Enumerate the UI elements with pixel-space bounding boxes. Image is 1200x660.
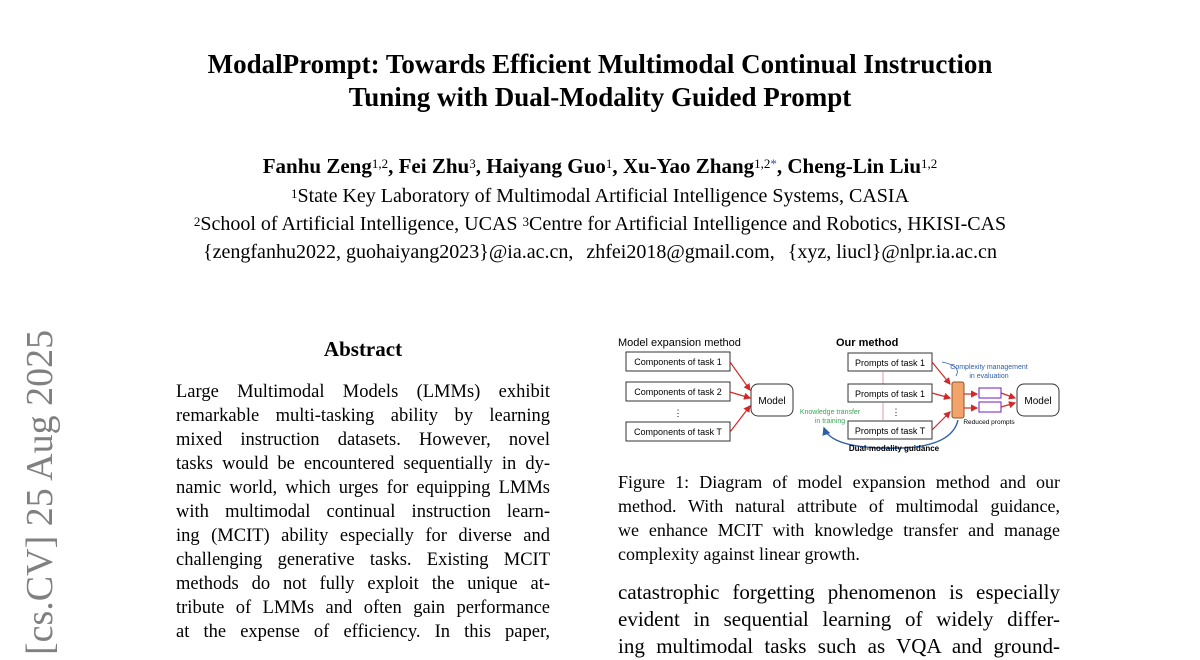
arrow-red xyxy=(730,392,750,398)
prompt-fusion-block xyxy=(952,382,964,418)
author-name: Fei Zhu xyxy=(398,154,470,178)
author-affil-sup: 3 xyxy=(469,156,476,171)
svg-text:Model: Model xyxy=(758,396,786,407)
email: {xyz, liucl}@nlpr.ia.ac.cn xyxy=(787,241,997,263)
svg-text:Components of task 2: Components of task 2 xyxy=(634,387,722,397)
abstract-line: remarkable multi-tasking ability by learning xyxy=(176,406,550,426)
author-list: Fanhu Zeng$^{1,2}$, Fei Zhu$^3$, Haiyang Guo$^1$, Xu-Yao Zhang$^{1,2*}$, Cheng-Lin Liu$^{1,2}$ xyxy=(262,154,938,178)
prompt-box-1 xyxy=(848,353,932,371)
author-affil-sup: 1 xyxy=(605,156,613,171)
reduced-prompt-box xyxy=(979,388,1001,398)
svg-text:Model: Model xyxy=(1024,396,1052,407)
complexity-label: Complexity management xyxy=(950,364,1028,371)
abstract-line: ing (MCIT) ability especially for diverse and xyxy=(176,526,550,546)
affiliation-1: $^1$State Key Laboratory of Multimodal Artificial Intelligence Systems, CASIA xyxy=(290,185,910,207)
abstract-line: challenging generative tasks. Existing MCIT xyxy=(176,550,550,570)
complexity-label-2: in evaluation xyxy=(969,373,1009,380)
author-affil-sup: 1,2 xyxy=(371,156,389,171)
arrow-red xyxy=(932,362,950,384)
reduced-prompts-label: Reduced prompts xyxy=(963,419,1015,426)
svg-text:Prompts of task T: Prompts of task T xyxy=(854,426,926,436)
caption-line: method. With natural attribute of multimodal guidance, xyxy=(618,496,1060,516)
component-box-1 xyxy=(626,352,730,371)
arrow-red xyxy=(730,362,750,390)
abstract-line: mixed instruction datasets. However, novel xyxy=(176,430,550,450)
left-panel-title: Model expansion method xyxy=(618,337,741,349)
component-box-2 xyxy=(626,382,730,401)
email: {zengfanhu2022, guohaiyang2023}@ia.ac.cn, xyxy=(203,241,574,263)
arrow-red xyxy=(932,412,950,430)
prompt-box-2 xyxy=(848,384,932,402)
abstract-line: Large Multimodal Models (LMMs) exhibit xyxy=(176,382,550,402)
reduced-prompt-box xyxy=(979,402,1001,412)
ellipsis: ⋮ xyxy=(673,408,683,418)
title-line-1: ModalPrompt: Towards Efficient Multimodal Continual Instruction xyxy=(207,49,993,79)
abstract-line: tribute of LMMs and often gain performance xyxy=(176,598,550,618)
figure-1-diagram xyxy=(612,332,1068,456)
model-box-right xyxy=(1017,384,1059,416)
svg-text:Components of task T: Components of task T xyxy=(634,427,722,437)
author-emails xyxy=(0,238,1200,266)
author-name: Xu-Yao Zhang xyxy=(622,154,755,178)
abstract-line: at the expense of efficiency. In this paper, xyxy=(176,622,550,642)
abstract-line: methods do not fully exploit the unique at- xyxy=(176,574,550,594)
author-affil-sup: 1,2* xyxy=(754,156,777,171)
caption-line: we enhance MCIT with knowledge transfer and manage xyxy=(618,520,1060,540)
body-line: ing multimodal tasks such as VQA and ground- xyxy=(618,634,1060,658)
arxiv-stamp: [cs.CV] 25 Aug 2025 xyxy=(19,329,61,655)
arrow-red xyxy=(1001,403,1015,407)
caption-line: Figure 1: Diagram of model expansion method and our xyxy=(618,472,1060,492)
knowledge-transfer-label-2: in training xyxy=(814,418,846,425)
author-name: Haiyang Guo xyxy=(486,154,606,178)
title-line-2: Tuning with Dual-Modality Guided Prompt xyxy=(348,82,852,112)
svg-text:Components of task 1: Components of task 1 xyxy=(634,357,722,367)
abstract-line: tasks would be encountered sequentially in dy- xyxy=(176,454,550,474)
knowledge-transfer-label: Knowledge transfer xyxy=(799,409,861,416)
email: zhfei2018@gmail.com, xyxy=(586,241,775,263)
abstract-line: namic world, which urges for equipping LMMs xyxy=(176,478,550,498)
model-box-left xyxy=(751,384,793,416)
svg-text:Prompts of task 1: Prompts of task 1 xyxy=(854,358,926,368)
author-affil-sup: 1,2 xyxy=(921,156,938,171)
guidance-label: Dual-modality guidance xyxy=(848,444,940,453)
abstract-line: with multimodal continual instruction learn- xyxy=(176,502,550,522)
affiliation-2: $^2$School of Artificial Intelligence, UCAS $^3$Centre for Artificial Intelligence and Robotics, HKISI-CAS xyxy=(193,213,1007,235)
arrow-red xyxy=(932,393,950,398)
caption-line: complexity against linear growth. xyxy=(618,544,860,564)
abstract-heading: Abstract xyxy=(323,337,403,361)
body-line: evident in sequential learning of widely differ- xyxy=(618,607,1060,631)
author-name: Fanhu Zeng xyxy=(262,154,372,178)
right-panel-title: Our method xyxy=(836,337,899,349)
arrow-red xyxy=(730,406,750,432)
corresponding-mark: * xyxy=(770,156,777,171)
component-box-T xyxy=(626,422,730,441)
svg-text:Prompts of task 1: Prompts of task 1 xyxy=(854,389,926,399)
prompt-box-T xyxy=(848,421,932,439)
body-line: catastrophic forgetting phenomenon is especially xyxy=(618,580,1060,604)
paper-title xyxy=(0,48,1200,114)
ellipsis: ⋮ xyxy=(891,407,901,417)
arrow-red xyxy=(1001,393,1015,398)
author-name: Cheng-Lin Liu xyxy=(787,154,922,178)
